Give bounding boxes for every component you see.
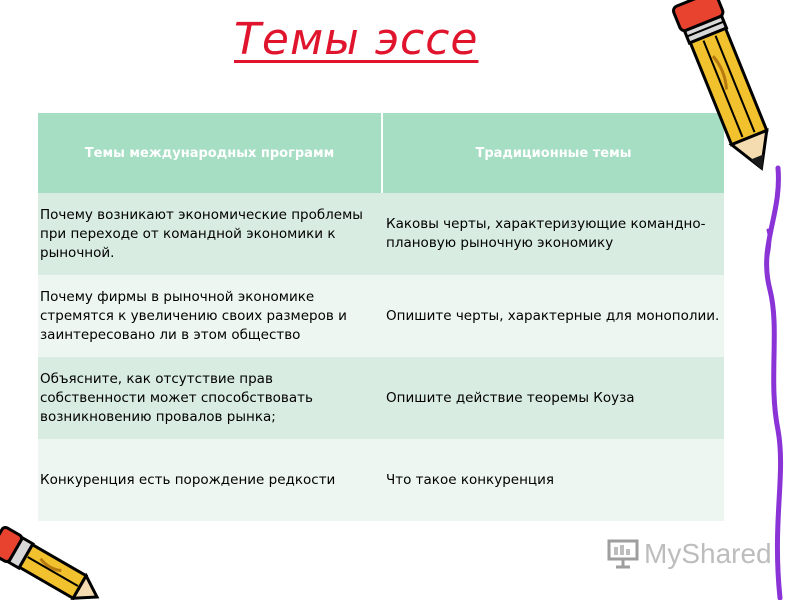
- table-header-row: [38, 113, 724, 193]
- myshared-logo: [606, 536, 772, 572]
- table-cell: Каковы черты, характеризующие командно-плановую рыночную экономику: [382, 193, 724, 275]
- table-row: [38, 357, 724, 439]
- column-header-international: Темы международных программ: [38, 113, 382, 193]
- table-cell: Опишите черты, характерные для монополии.: [382, 275, 724, 357]
- table-row: [38, 193, 724, 275]
- table-cell: Почему возникают экономические проблемы при переходе от командной экономики к рыночной.: [38, 193, 382, 275]
- pencil-icon: [650, 0, 800, 600]
- table-row: [38, 275, 724, 357]
- page-title: Темы эссе: [234, 14, 479, 65]
- presentation-screen-icon: [606, 538, 640, 570]
- table-cell: Объясните, как отсутствие прав собственности может способствовать возникновению провалов рынка;: [38, 357, 382, 439]
- table-cell: Конкуренция есть порождение редкости: [38, 439, 382, 521]
- table-cell: Что такое конкуренция: [382, 439, 724, 521]
- table-cell: Почему фирмы в рыночной экономике стремятся к увеличению своих размеров и заинтересовано ли в этом общество: [38, 275, 382, 357]
- table-row: [38, 439, 724, 521]
- column-header-traditional: Традиционные темы: [382, 113, 724, 193]
- pencil-icon: [0, 508, 115, 600]
- table-cell: Опишите действие теоремы Коуза: [382, 357, 724, 439]
- essay-topics-table: [38, 113, 724, 521]
- logo-text: MyShared: [644, 538, 772, 569]
